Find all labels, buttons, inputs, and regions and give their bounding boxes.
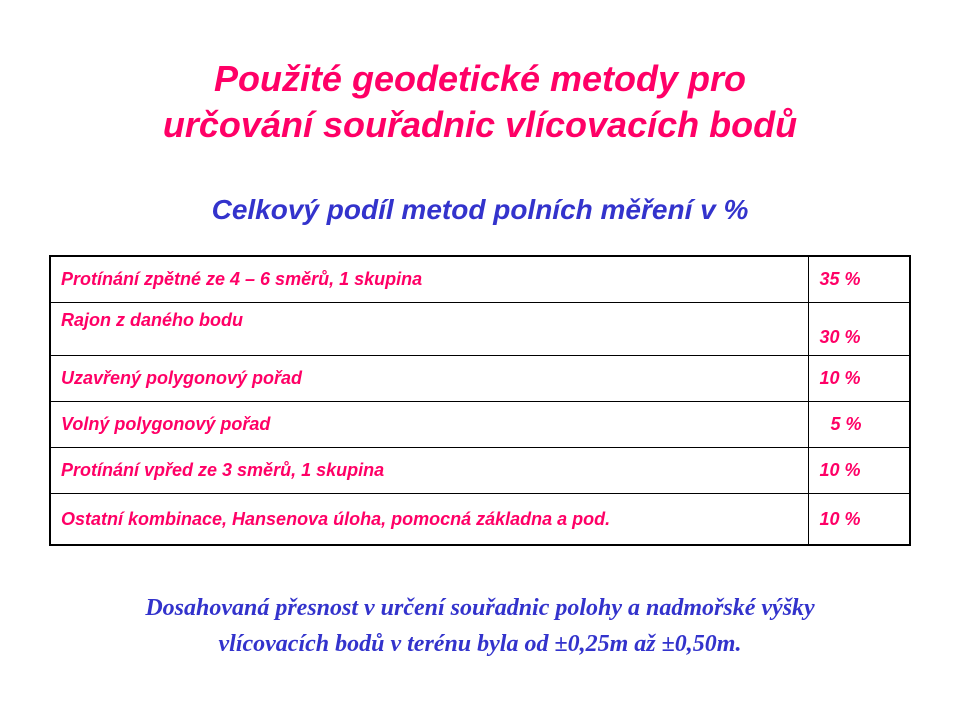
method-share: 10 % [809,448,910,494]
table-row [50,494,910,546]
method-name: Ostatní kombinace, Hansenova úloha, pomocná základna a pod. [50,494,809,546]
method-share: 10 % [809,494,910,546]
methods-table [49,255,911,546]
accuracy-note-line-1: Dosahovaná přesnost v určení souřadnic polohy a nadmořské výšky [145,595,815,621]
table-row [50,303,910,356]
table-row [50,448,910,494]
method-share: 10 % [809,356,910,402]
slide-title-line-1: Použité geodetické metody pro [213,58,747,99]
method-share-cell [809,402,910,448]
method-name: Uzavřený polygonový pořad [50,356,809,402]
accuracy-note-line-2: vlícovacích bodů v terénu byla od ±0,25m až ±0,50m. [218,631,742,657]
method-name: Protínání vpřed ze 3 směrů, 1 skupina [50,448,809,494]
slide-title [0,56,960,148]
slide-title-line-2: určování souřadnic vlícovacích bodů [162,104,798,145]
table-row [50,356,910,402]
table-row [50,256,910,303]
method-name: Protínání zpětné ze 4 – 6 směrů, 1 skupina [50,256,809,303]
method-name: Rajon z daného bodu [50,303,809,356]
table-caption: Celkový podíl metod polních měření v % [211,194,749,225]
method-share: 30 % [809,303,910,356]
method-share: 35 % [809,256,910,303]
method-share: 5 % [830,414,862,434]
table-row [50,402,910,448]
method-name: Volný polygonový pořad [50,402,809,448]
accuracy-note [0,590,960,662]
